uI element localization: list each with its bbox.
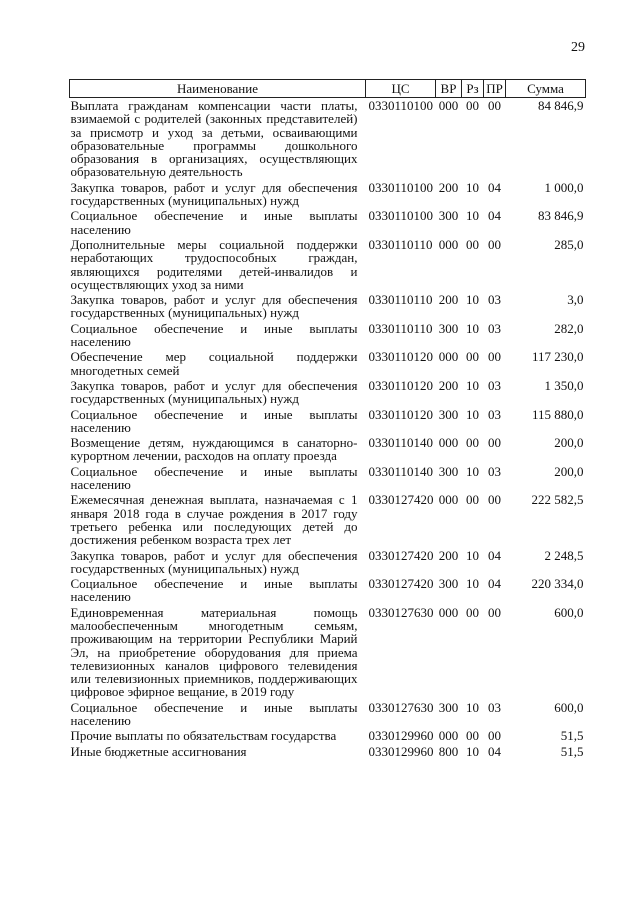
row-name: Социальное обеспечение и иные выплаты населению xyxy=(70,208,358,237)
table-row xyxy=(70,492,586,547)
row-subsection: 03 xyxy=(488,292,501,308)
row-section: 00 xyxy=(466,98,479,113)
table-row xyxy=(70,407,586,436)
row-name: Иные бюджетные ассигнования xyxy=(70,743,247,759)
page-number: 29 xyxy=(571,40,585,55)
row-name: Закупка товаров, работ и услуг для обеспечения государственных (муниципальных) нужд xyxy=(70,377,358,407)
table-row xyxy=(70,700,586,729)
table-row xyxy=(70,435,586,464)
table-row xyxy=(70,349,586,378)
row-subsection: 04 xyxy=(488,208,501,224)
row-name: Прочие выплаты по обязательствам государства xyxy=(70,728,337,744)
table-row xyxy=(70,378,586,407)
row-expense-type: 300 xyxy=(438,699,459,715)
row-subsection: 04 xyxy=(488,179,501,195)
row-section: 00 xyxy=(466,492,479,508)
table-row xyxy=(70,208,586,237)
row-target-code: 0330110110 xyxy=(368,320,433,336)
row-expense-type: 000 xyxy=(438,349,459,365)
row-name: Социальное обеспечение и иные выплаты населению xyxy=(70,463,358,493)
budget-table xyxy=(69,79,586,759)
row-section: 00 xyxy=(466,349,479,365)
row-name: Закупка товаров, работ и услуг для обеспечения государственных (муниципальных) нужд xyxy=(70,179,358,209)
row-subsection: 03 xyxy=(488,320,501,336)
header-rz: Рз xyxy=(462,80,484,98)
row-expense-type: 300 xyxy=(438,208,459,224)
row-amount: 282,0 xyxy=(554,320,584,336)
row-expense-type: 000 xyxy=(438,236,459,252)
row-section: 10 xyxy=(466,743,479,759)
header-name: Наименование xyxy=(70,80,366,98)
row-target-code: 0330110100 xyxy=(368,208,434,224)
row-expense-type: 300 xyxy=(438,320,459,336)
row-subsection: 04 xyxy=(488,547,501,563)
header-pr: ПР xyxy=(484,80,506,98)
row-subsection: 03 xyxy=(488,406,501,422)
row-target-code: 0330127420 xyxy=(368,576,434,592)
row-amount: 115 880,0 xyxy=(531,406,584,422)
row-amount: 1 350,0 xyxy=(544,377,584,393)
row-expense-type: 200 xyxy=(438,547,459,563)
row-subsection: 00 xyxy=(488,98,501,113)
table-header xyxy=(70,80,586,98)
row-section: 10 xyxy=(466,699,479,715)
row-section: 00 xyxy=(466,435,479,451)
row-expense-type: 300 xyxy=(438,463,459,479)
row-subsection: 04 xyxy=(488,576,501,592)
row-amount: 2 248,5 xyxy=(544,547,584,563)
row-amount: 200,0 xyxy=(554,463,584,479)
row-target-code: 0330110100 xyxy=(368,98,434,113)
table-row xyxy=(70,237,586,292)
header-sum: Сумма xyxy=(506,80,586,98)
row-amount: 1 000,0 xyxy=(544,179,584,195)
row-name: Социальное обеспечение и иные выплаты населению xyxy=(70,576,358,605)
row-target-code: 0330110120 xyxy=(368,377,434,393)
row-expense-type: 000 xyxy=(438,492,459,508)
row-section: 10 xyxy=(466,320,479,336)
row-amount: 84 846,9 xyxy=(538,98,584,113)
row-section: 10 xyxy=(466,179,479,195)
row-subsection: 00 xyxy=(488,349,501,365)
table-row xyxy=(70,605,586,700)
row-name: Социальное обеспечение и иные выплаты населению xyxy=(70,406,358,435)
row-name: Ежемесячная денежная выплата, назначаемая с 1 января 2018 года в случае рождения в 2017 году третьего ребенка или последующих детей до достижения ребенком возраста трех лет xyxy=(70,492,358,548)
row-name: Дополнительные меры социальной поддержки неработающих трудоспособных граждан, являющихся родителями детей-инвалидов и осуществляющих уход за ними xyxy=(70,236,358,292)
row-expense-type: 000 xyxy=(438,604,459,620)
row-amount: 220 334,0 xyxy=(531,576,584,592)
row-name: Единовременная материальная помощь малообеспеченным многодетным семьям, проживающим на территории Республики Марий Эл, на приобретение оборудования для приема телевизионных каналов цифрового телевидения или телевизионных приемников, поддерживающих цифровое эфирное вещание, в 2019 году xyxy=(70,604,358,700)
row-target-code: 0330110120 xyxy=(368,406,434,422)
row-name: Обеспечение мер социальной поддержки многодетных семей xyxy=(70,349,358,378)
table-body xyxy=(70,98,586,759)
row-target-code: 0330110100 xyxy=(368,179,434,195)
table-row xyxy=(70,464,586,493)
row-amount: 600,0 xyxy=(554,699,584,715)
row-section: 10 xyxy=(466,208,479,224)
row-subsection: 03 xyxy=(488,699,501,715)
header-cs: ЦС xyxy=(366,80,436,98)
row-amount: 117 230,0 xyxy=(531,349,584,365)
row-amount: 51,5 xyxy=(560,728,584,744)
row-name: Социальное обеспечение и иные выплаты населению xyxy=(70,699,358,729)
row-section: 10 xyxy=(466,547,479,563)
row-target-code: 0330110120 xyxy=(368,349,434,365)
row-expense-type: 300 xyxy=(438,576,459,592)
row-target-code: 0330110140 xyxy=(368,435,434,451)
row-subsection: 04 xyxy=(488,743,501,759)
row-target-code: 0330127630 xyxy=(368,699,434,715)
row-subsection: 00 xyxy=(488,435,501,451)
row-name: Социальное обеспечение и иные выплаты населению xyxy=(70,320,358,350)
row-subsection: 03 xyxy=(488,377,501,393)
row-target-code: 0330129960 xyxy=(368,728,434,744)
row-expense-type: 800 xyxy=(438,743,459,759)
row-target-code: 0330127630 xyxy=(368,604,434,620)
row-section: 10 xyxy=(466,377,479,393)
row-section: 10 xyxy=(466,576,479,592)
row-amount: 3,0 xyxy=(567,292,584,308)
row-amount: 200,0 xyxy=(554,435,584,451)
table-row xyxy=(70,744,586,759)
row-amount: 83 846,9 xyxy=(538,208,584,224)
row-section: 00 xyxy=(466,604,479,620)
row-expense-type: 200 xyxy=(438,179,459,195)
row-name: Выплата гражданам компенсации части платы, взимаемой с родителей (законных представителей) за присмотр и уход за детьми, осваивающими образовательные программы дошкольного образования в организациях, осуществляющих образовательную деятельность xyxy=(70,98,358,180)
row-expense-type: 200 xyxy=(438,377,459,393)
row-subsection: 00 xyxy=(488,492,501,508)
row-subsection: 00 xyxy=(488,728,501,744)
row-amount: 285,0 xyxy=(554,236,584,252)
table-row xyxy=(70,292,586,321)
row-target-code: 0330127420 xyxy=(368,492,434,508)
table-row xyxy=(70,728,586,743)
row-target-code: 0330127420 xyxy=(368,547,434,563)
row-amount: 222 582,5 xyxy=(531,492,584,508)
row-expense-type: 000 xyxy=(438,435,459,451)
row-expense-type: 000 xyxy=(438,728,459,744)
table-row xyxy=(70,98,586,180)
row-section: 00 xyxy=(466,236,479,252)
header-vr: ВР xyxy=(436,80,462,98)
table-row xyxy=(70,576,586,605)
row-name: Закупка товаров, работ и услуг для обеспечения государственных (муниципальных) нужд xyxy=(70,547,358,576)
row-subsection: 00 xyxy=(488,236,501,252)
table-row xyxy=(70,180,586,209)
row-subsection: 03 xyxy=(488,463,501,479)
row-amount: 600,0 xyxy=(554,604,584,620)
row-section: 00 xyxy=(466,728,479,744)
row-amount: 51,5 xyxy=(560,743,584,759)
row-section: 10 xyxy=(466,292,479,308)
row-expense-type: 000 xyxy=(438,98,459,113)
row-name: Закупка товаров, работ и услуг для обеспечения государственных (муниципальных) нужд xyxy=(70,292,358,321)
row-target-code: 0330110140 xyxy=(368,463,434,479)
row-section: 10 xyxy=(466,406,479,422)
row-section: 10 xyxy=(466,463,479,479)
row-target-code: 0330129960 xyxy=(368,743,434,759)
table-row xyxy=(70,321,586,350)
row-name: Возмещение детям, нуждающимся в санаторно-курортном лечении, расходов на оплату проезда xyxy=(70,435,358,464)
table-row xyxy=(70,548,586,577)
row-target-code: 0330110110 xyxy=(368,236,433,252)
row-subsection: 00 xyxy=(488,604,501,620)
row-expense-type: 200 xyxy=(438,292,459,308)
row-target-code: 0330110110 xyxy=(368,292,433,308)
row-expense-type: 300 xyxy=(438,406,459,422)
